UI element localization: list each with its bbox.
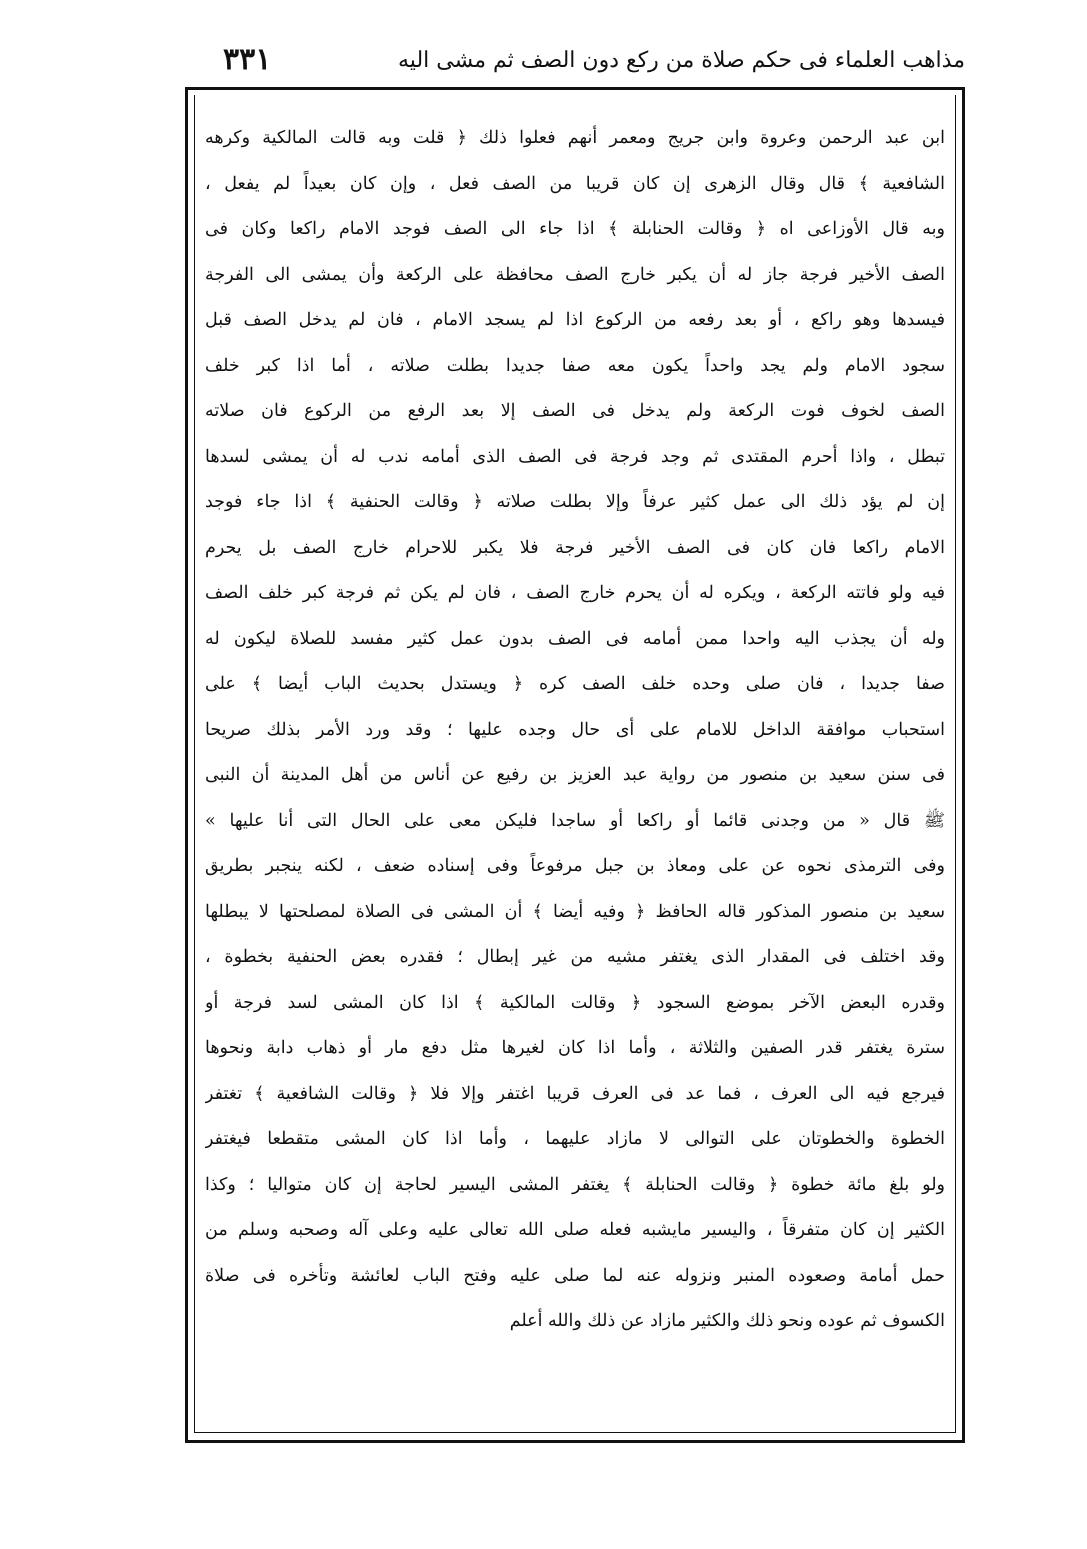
text-line-11: فيه ولو فاتته الركعة ، ويكره له أن يحرم خارج الصف ، فان لم يكن ثم فرجة كبر خلف الصف	[205, 583, 945, 603]
frame-rule-left-inner	[194, 95, 195, 1432]
text-line-8: تبطل ، واذا أحرم المقتدى ثم وجد فرجة فى الصف الذى أمامه ندب له أن يمشى لسدها	[205, 446, 945, 467]
body-text	[205, 116, 945, 1345]
text-line-2: الشافعية ﴾ قال وقال الزهرى إن كان قريبا من الصف فعل ، وإن كان بعيداً لم يفعل ،	[205, 173, 945, 194]
text-line-27: الكسوف ثم عوده ونحو ذلك والكثير مازاد عن ذلك والله أعلم	[509, 1311, 945, 1331]
frame-rule-right-inner	[955, 95, 956, 1432]
frame-rule-bottom-outer	[185, 1440, 965, 1443]
text-line-20: وقدره البعض الآخر بموضع السجود ﴿ وقالت المالكية ﴾ اذا كان المشى لسد فرجة أو	[205, 992, 945, 1013]
text-line-3: وبه قال الأوزاعى اه ﴿ وقالت الحنابلة ﴾ اذا جاء الى الصف فوجد الامام راكعا وكان فى	[205, 219, 945, 239]
text-line-13: صفا جديدا ، فان صلى وحده خلف الصف كره ﴿ ويستدل بحديث الباب أيضا ﴾ على	[205, 674, 945, 694]
text-line-15: فى سنن سعيد بن منصور من رواية عبد العزيز بن رفيع عن أناس من أهل المدينة أن النبى	[205, 765, 945, 785]
text-line-21: سترة يغتفر قدر الصفين والثلاثة ، وأما اذا كان لغيرها مثل دفع مار أو ذهاب دابة ونحوها	[205, 1038, 945, 1058]
text-line-12: وله أن يجذب اليه واحدا ممن أمامه فى الصف بدون عمل كثير مفسد للصلاة ليكون له	[205, 628, 945, 649]
text-line-22: فيرجع فيه الى العرف ، فما عد فى العرف قريبا اغتفر وإلا فلا ﴿ وقالت الشافعية ﴾ تغتفر	[205, 1083, 945, 1104]
text-line-19: وقد اختلف فى المقدار الذى يغتفر مشيه من غير إبطال ؛ فقدره بعض الحنفية بخطوة ،	[205, 947, 945, 967]
frame-rule-bottom-inner	[194, 1432, 956, 1433]
text-line-23: الخطوة والخطوتان على التوالى لا مازاد عليهما ، وأما اذا كان المشى متقطعا فيغتفر	[205, 1129, 945, 1149]
running-title: مذاهب العلماء فى حكم صلاة من ركع دون الصف ثم مشى اليه	[398, 48, 965, 73]
text-line-26: حمل أمامة وصعوده المنبر ونزوله عنه لما صلى عليه وفتح الباب لعائشة وتأخره فى صلاة	[205, 1265, 945, 1286]
text-line-4: الصف الأخير فرجة جاز له أن يكبر خارج الصف محافظة على الركعة وأن يمشى الى الفرجة	[205, 264, 945, 285]
text-line-10: الامام راكعا فان كان فى الصف الأخير فرجة فلا يكبر للاحرام خارج الصف بل يحرم	[205, 537, 945, 558]
text-line-24: ولو بلغ مائة خطوة ﴿ وقالت الحنابلة ﴾ يغتفر المشى اليسير لحاجة إن كان متواليا ؛ وكذا	[205, 1174, 945, 1195]
frame-rule-left-outer	[185, 87, 188, 1440]
text-line-6: سجود الامام ولم يجد واحداً يكون معه صفا جديدا بطلت صلاته ، أما اذا كبر خلف	[205, 355, 945, 376]
page-header	[195, 38, 965, 86]
text-line-1: ابن عبد الرحمن وعروة وابن جريج ومعمر أنهم فعلوا ذلك ﴿ قلت وبه قالت المالكية وكرهه	[205, 128, 945, 148]
text-line-9: إن لم يؤد ذلك الى عمل كثير عرفاً وإلا بطلت صلاته ﴿ وقالت الحنفية ﴾ اذا جاء فوجد	[205, 492, 945, 512]
text-line-18: سعيد بن منصور المذكور قاله الحافظ ﴿ وفيه أيضا ﴾ أن المشى فى الصلاة لمصلحتها لا يبطلها	[205, 901, 945, 922]
text-line-7: الصف لخوف فوت الركعة ولم يدخل فى الصف إلا بعد الرفع من الركوع فان صلاته	[205, 401, 945, 421]
text-line-14: استحباب موافقة الداخل للامام على أى حال وجده عليها ؛ وقد ورد الأمر بذلك صريحا	[205, 719, 945, 740]
text-line-17: وفى الترمذى نحوه عن على ومعاذ بن جبل مرفوعاً وفى إسناده ضعف ، لكنه ينجبر بطريق	[205, 856, 945, 876]
page-number: ٣٣١	[223, 42, 272, 77]
text-line-16: ﷺ قال « من وجدنى قائما أو راكعا أو ساجدا فليكن معى على الحال التى أنا عليها »	[205, 810, 945, 831]
text-line-25: الكثير إن كان متفرقاً ، واليسير مايشبه فعله صلى الله تعالى عليه وعلى آله وصحبه وسلم من	[205, 1220, 945, 1240]
text-line-5: فيسدها وهو راكع ، أو بعد رفعه من الركوع اذا لم يسجد الامام ، فان لم يدخل الصف قبل	[205, 310, 945, 330]
frame-rule-right-outer	[962, 87, 965, 1440]
